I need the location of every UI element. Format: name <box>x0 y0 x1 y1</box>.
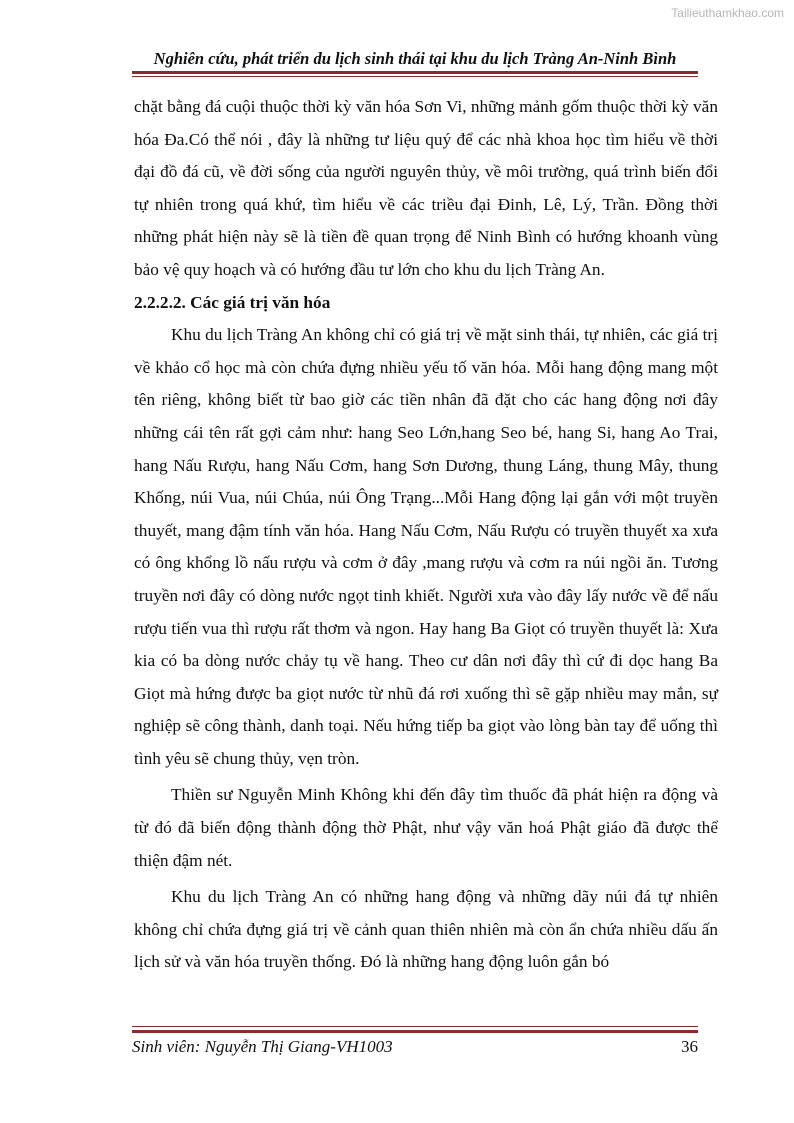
paragraph-caves-mountains: Khu du lịch Tràng An có những hang động và những dãy núi đá tự nhiên không chỉ chứa đựng giá trị về cảnh quan thiên nhiên mà còn ẩn chứa nhiều dấu ấn lịch sử và văn hóa truyền thống. Đó là những hang động luôn gắn bó <box>134 887 718 972</box>
footer-author: Sinh viên: Nguyễn Thị Giang-VH1003 <box>132 1037 393 1056</box>
paragraph-zen-master: Thiền sư Nguyễn Minh Không khi đến đây tìm thuốc đã phát hiện ra động và từ đó đã biến động thành động thờ Phật, như vậy văn hoá Phật giáo đã được thể thiện đậm nét. <box>134 785 718 870</box>
section-heading: 2.2.2.2. Các giá trị văn hóa <box>134 292 331 312</box>
header-rule-thick <box>132 71 698 74</box>
footer-rule-thin <box>132 1026 698 1027</box>
header-rule-thin <box>132 76 698 77</box>
watermark-text: Tailieuthamkhao.com <box>671 6 784 20</box>
footer-rule-thick <box>132 1030 698 1033</box>
running-header-title: Nghiên cứu, phát triển du lịch sinh thái tại khu du lịch Tràng An-Ninh Bình <box>153 49 677 68</box>
page-number: 36 <box>681 1037 698 1056</box>
paragraph-continuation: chặt bằng đá cuội thuộc thời kỳ văn hóa Sơn Vi, những mảnh gốm thuộc thời kỳ văn hóa Đa.Có thể nói , đây là những tư liệu quý để các nhà khoa học tìm hiểu về thời đại đồ đá cũ, về đời sống của người nguyên thủy, về môi trường, quá trình biến đổi tự nhiên trong quá khứ, tìm hiểu về các triều đại Đinh, Lê, Lý, Trần. Đồng thời những phát hiện này sẽ là tiền đề quan trọng để Ninh Bình có hướng khoanh vùng bảo vệ quy hoạch và có hướng đầu tư lớn cho khu du lịch Tràng An. <box>134 97 718 279</box>
paragraph-cultural-values: Khu du lịch Tràng An không chỉ có giá trị về mặt sinh thái, tự nhiên, các giá trị về khảo cổ học mà còn chứa đựng nhiều yếu tố văn hóa. Mỗi hang động mang một tên riêng, không biết từ bao giờ các tiền nhân đã đặt cho các hang động nơi đây những cái tên rất gợi cảm như: hang Seo Lớn,hang Seo bé, hang Si, hang Ao Trai, hang Nấu Rượu, hang Nấu Cơm, hang Sơn Dương, thung Láng, thung Mây, thung Khống, núi Vua, núi Chúa, núi Ông Trạng...Mỗi Hang động lại gắn với một truyền thuyết, mang đậm tính văn hóa. Hang Nấu Cơm, Nấu Rượu có truyền thuyết xa xưa có ông khổng lồ nấu rượu và cơm ở đây ,mang rượu và cơm ra núi ngồi ăn. Tương truyền nơi đây có dòng nước ngọt tinh khiết. Người xưa vào đây lấy nước về để nấu rượu tiến vua thì rượu rất thơm và ngon. Hay hang Ba Giọt có truyền thuyết là: Xưa kia có ba dòng nước chảy tụ về hang. Theo cư dân nơi đây thì cứ đi dọc hang Ba Giọt mà hứng được ba giọt nước từ nhũ đá rơi xuống thì sẽ gặp nhiều may mắn, sự nghiệp sẽ công thành, danh toại. Nếu hứng tiếp ba giọt vào lòng bàn tay để uống thì tình yêu sẽ chung thủy, vẹn tròn. <box>134 325 718 768</box>
page-body <box>134 91 718 979</box>
